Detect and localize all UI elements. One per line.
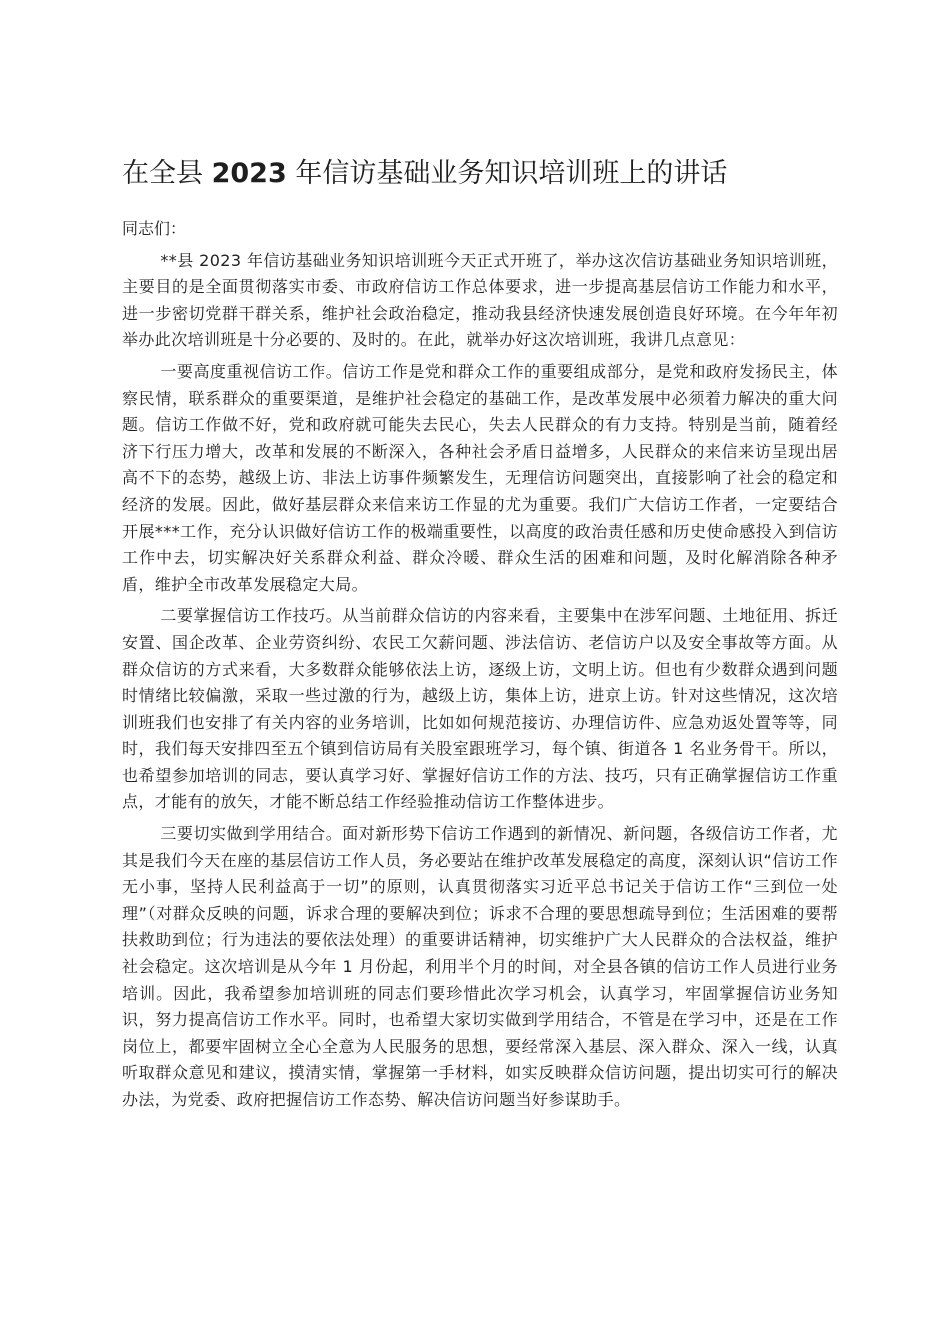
title-prefix: 在全县 [122,158,203,189]
salutation: 同志们： [122,219,187,238]
paragraph-point-two: 二要掌握信访工作技巧。从当前群众信访的内容来看，主要集中在涉军问题、土地征用、拆迁安置、国企改革、企业劳资纠纷、农民工欠薪问题、涉法信访、老信访户以及安全事故等方面。从群众信访的方式来看，大多数群众能够依法上访，逐级上访，文明上访。但也有少数群众遇到问题时情绪比较偏激，采取一些过激的行为，越级上访，集体上访，进京上访。针对这些情况，这次培训班我们也安排了有关内容的业务培训，比如如何规范接访、办理信访件、应急劝返处置等等，同时，我们每天安排四至五个镇到信访局有关股室跟班学习，每个镇、街道各 1 名业务骨干。所以，也希望参加培训的同志，要认真学习好、掌握好信访工作的方法、技巧，只有正确掌握信访工作重点，才能有的放矢，才能不断总结工作经验推动信访工作整体进步。 [122,606,838,812]
paragraph-point-one: 一要高度重视信访工作。信访工作是党和群众工作的重要组成部分，是党和政府发扬民主，体察民情，联系群众的重要渠道，是维护社会稳定的基础工作，是改革发展中必须着力解决的重大问题。信访工作做不好，党和政府就可能失去民心，失去人民群众的有力支持。特别是当前，随着经济下行压力增大，改革和发展的不断深入，各种社会矛盾日益增多，人民群众的来信来访呈现出居高不下的态势，越级上访、非法上访事件频繁发生，无理信访问题突出，直接影响了社会的稳定和经济的发展。因此，做好基层群众来信来访工作显的尤为重要。我们广大信访工作者，一定要结合开展***工作，充分认识做好信访工作的极端重要性，以高度的政治责任感和历史使命感投入到信访工作中去，切实解决好关系群众利益、群众冷暖、群众生活的困难和问题，及时化解消除各种矛盾，维护全市改革发展稳定大局。 [122,361,838,594]
title-year: 2023 [211,158,287,189]
document-title [122,152,838,196]
paragraph-intro: **县 2023 年信访基础业务知识培训班今天正式开班了，举办这次信访基础业务知识培训班，主要目的是全面贯彻落实市委、市政府信访工作总体要求，进一步提高基层信访工作能力和水平，进一步密切党群干群关系，维护社会政治稳定，推动我县经济快速发展创造良好环境。在今年年初举办此次培训班是十分必要的、及时的。在此，就举办好这次培训班，我讲几点意见： [122,250,838,350]
paragraph-point-three: 三要切实做到学用结合。面对新形势下信访工作遇到的新情况、新问题，各级信访工作者，尤其是我们今天在座的基层信访工作人员，务必要站在维护改革发展稳定的高度，深刻认识“信访工作无小事，坚持人民利益高于一切”的原则，认真贯彻落实习近平总书记关于信访工作“三到位一处理”（对群众反映的问题，诉求合理的要解决到位；诉求不合理的要思想疏导到位；生活困难的要帮扶救助到位；行为违法的要依法处理）的重要讲话精神，切实维护广大人民群众的合法权益，维护社会稳定。这次培训是从今年 1 月份起，利用半个月的时间，对全县各镇的信访工作人员进行业务培训。因此，我希望参加培训班的同志们要珍惜此次学习机会，认真学习，牢固掌握信访业务知识，努力提高信访工作水平。同时，也希望大家切实做到学用结合，不管是在学习中，还是在工作岗位上，都要牢固树立全心全意为人民服务的思想，要经常深入基层、深入群众、深入一线，认真听取群众意见和建议，摸清实情，掌握第一手材料，如实反映群众信访问题，提出切实可行的解决办法，为党委、政府把握信访工作态势、解决信访问题当好参谋助手。 [122,824,838,1109]
document-page [122,152,838,1119]
title-suffix: 年信访基础业务知识培训班上的讲话 [295,158,728,189]
